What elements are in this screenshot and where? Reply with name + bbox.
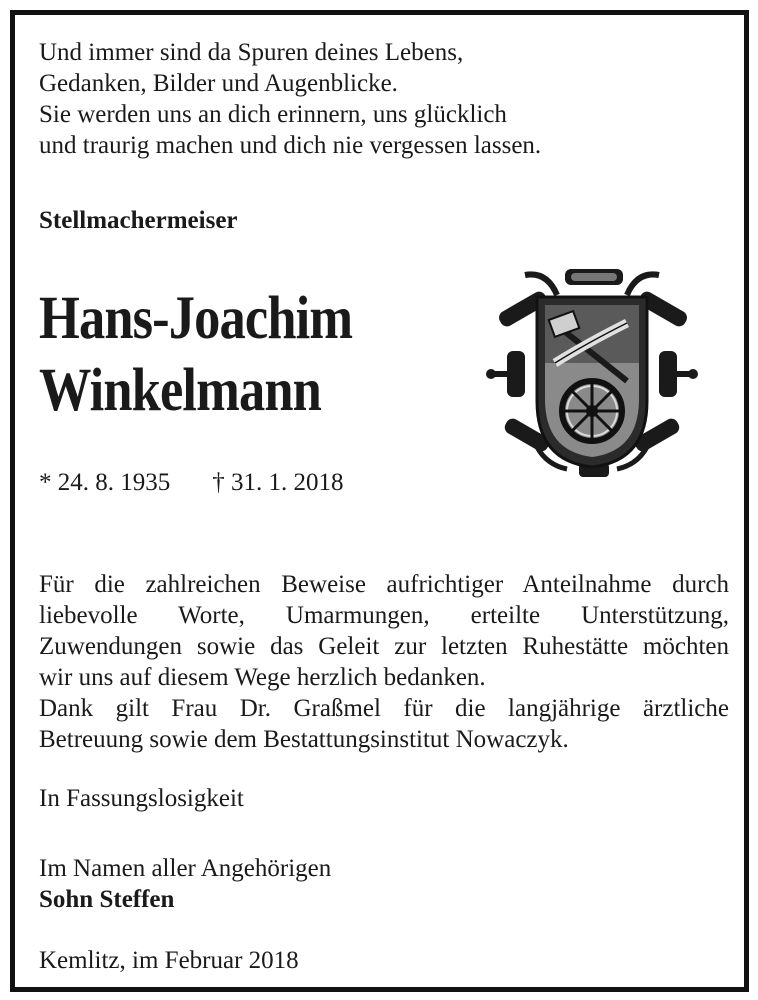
signature-name: Sohn Steffen <box>39 886 175 913</box>
deceased-name <box>39 283 352 427</box>
deceased-first-name: Hans-Joachim <box>39 285 353 352</box>
life-dates <box>39 469 344 497</box>
thanks-line: Betreuung sowie dem Bestattungsinstitut Nowaczyk. <box>39 726 569 753</box>
family-line: Im Namen aller Angehörigen <box>39 855 332 882</box>
obituary-frame <box>10 10 749 992</box>
profession-title: Stellmachermeiser <box>39 207 238 234</box>
poem-line: und traurig machen und dich nie vergessen lassen. <box>39 132 542 159</box>
death-date: † 31. 1. 2018 <box>212 469 344 496</box>
thanks-line: Dank gilt Frau Dr. Graßmel für die langjährige ärztliche <box>39 695 729 722</box>
thanks-line: Für die zahlreichen Beweise aufrichtiger Anteilnahme durch <box>39 571 729 598</box>
family-signature <box>39 853 331 915</box>
memorial-poem <box>39 37 541 161</box>
poem-line: Gedanken, Bilder und Augenblicke. <box>39 70 398 97</box>
thanks-line: wir uns auf diesem Wege herzlich bedanken. <box>39 664 486 691</box>
place-and-date: Kemlitz, im Februar 2018 <box>39 947 299 974</box>
birth-date: * 24. 8. 1935 <box>39 469 171 496</box>
guild-coat-of-arms-icon <box>477 251 707 481</box>
thanks-line: liebevolle Worte, Umarmungen, erteilte Unterstützung, <box>39 602 729 629</box>
thanks-text <box>39 569 729 755</box>
poem-line: Sie werden uns an dich erinnern, uns glücklich <box>39 101 507 128</box>
thanks-line: Zuwendungen sowie das Geleit zur letzten Ruhestätte möchten <box>39 633 729 660</box>
closing-line: In Fassungslosigkeit <box>39 785 244 812</box>
poem-line: Und immer sind da Spuren deines Lebens, <box>39 39 464 66</box>
deceased-last-name: Winkelmann <box>39 357 321 424</box>
